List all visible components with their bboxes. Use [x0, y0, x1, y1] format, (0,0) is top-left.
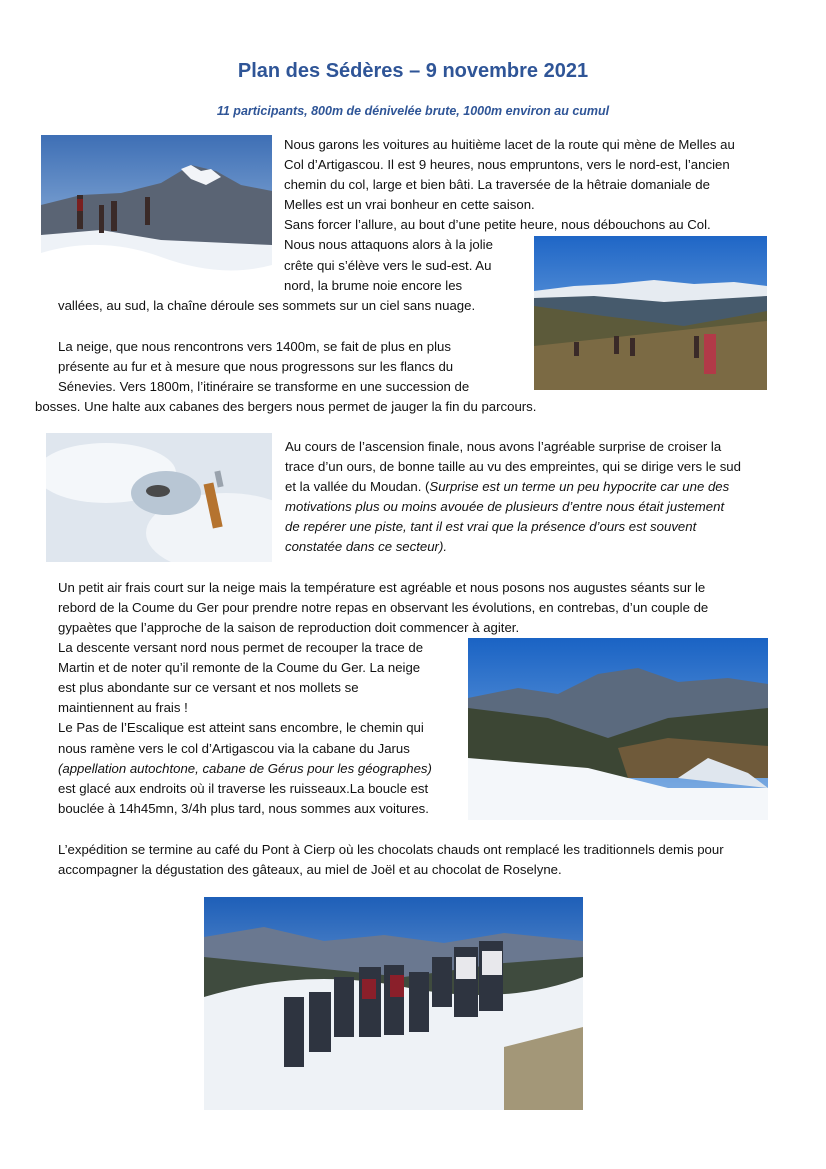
- text-line: La neige, que nous rencontrons vers 1400m, se fait de plus en plus: [58, 339, 451, 354]
- text-line: gypaètes que l’approche de la saison de reproduction doit commencer à agiter.: [58, 620, 520, 635]
- text-line: Sans forcer l’allure, au bout d’une petite heure, nous débouchons au Col.: [284, 217, 711, 232]
- page-subtitle: 11 participants, 800m de dénivelée brute, 1000m environ au cumul: [216, 104, 610, 118]
- text-line: maintiennent au frais !: [58, 700, 188, 715]
- text-line: rebord de la Coume du Ger pour prendre notre repas en observant les évolutions, en contrebas, d’un couple de: [58, 600, 709, 615]
- text-line: vallées, au sud, la chaîne déroule ses sommets sur un ciel sans nuage.: [58, 298, 476, 313]
- text-line: nord, la brume noie encore les: [284, 278, 463, 293]
- text-segment-italic: Surprise est un terme un peu hypocrite car une des: [429, 479, 730, 494]
- text-line: est plus abondante sur ce versant et nos mollets se: [58, 680, 359, 695]
- photo-valley-panorama: [468, 638, 768, 820]
- text-line: accompagner la dégustation des gâteaux, au miel de Joël et au chocolat de Roselyne.: [58, 862, 562, 877]
- text-line: présente au fur et à mesure que nous progressons sur les flancs du: [58, 359, 454, 374]
- photo-hikers-snowy-ridge: [41, 135, 272, 285]
- text-line: trace d’un ours, de bonne taille au vu des empreintes, qui se dirige vers le sud: [285, 459, 741, 474]
- text-line: Sénevies. Vers 1800m, l’itinéraire se transforme en une succession de: [58, 379, 470, 394]
- text-line: Col d’Artigascou. Il est 9 heures, nous empruntons, vers le nord-est, l’ancien: [284, 157, 730, 172]
- text-line: Melles est un vrai bonheur en cette saison.: [284, 197, 535, 212]
- text-line: de repérer une piste, tant il est vrai que la présence d’ours est souvent: [285, 519, 697, 534]
- text-line: chemin du col, large et bien bâti. La traversée de la hêtraie domaniale de: [284, 177, 710, 192]
- text-line: crête qui s’élève vers le sud-est. Au: [284, 258, 492, 273]
- page-title: Plan des Sédères – 9 novembre 2021: [237, 60, 589, 82]
- text-line: (appellation autochtone, cabane de Gérus pour les géographes): [58, 761, 432, 776]
- photo-group-summit: [204, 897, 583, 1110]
- text-line: bosses. Une halte aux cabanes des bergers nous permet de jauger la fin du parcours.: [35, 399, 537, 414]
- text-line: La descente versant nord nous permet de recouper la trace de: [58, 640, 424, 655]
- text-line: Le Pas de l’Escalique est atteint sans encombre, le chemin qui: [58, 720, 424, 735]
- photo-bear-track: [46, 433, 272, 562]
- text-line: motivations plus ou moins avouée de plusieurs d’entre nous était justement: [285, 499, 725, 514]
- text-line: bouclée à 14h45mn, 3/4h plus tard, nous sommes aux voitures.: [58, 801, 429, 816]
- text-line: Nous nous attaquons alors à la jolie: [284, 237, 493, 252]
- text-line: nous ramène vers le col d’Artigascou via la cabane du Jarus: [58, 741, 410, 756]
- text-line: L’expédition se termine au café du Pont à Cierp où les chocolats chauds ont remplacé les traditionnels demis pour: [58, 842, 724, 857]
- text-line: Martin et de noter qu’il remonte de la Coume du Ger. La neige: [58, 660, 421, 675]
- text-line: Nous garons les voitures au huitième lacet de la route qui mène de Melles au: [284, 137, 735, 152]
- photo-hikers-grassy-slope: [534, 236, 767, 390]
- text-line: Un petit air frais court sur la neige mais la température est agréable et nous posons nos augustes séants sur le: [58, 580, 706, 595]
- text-line: Au cours de l’ascension finale, nous avons l’agréable surprise de croiser la: [285, 439, 722, 454]
- text-line: [285, 477, 729, 498]
- text-line: est glacé aux endroits où il traverse les ruisseaux.La boucle est: [58, 781, 429, 796]
- text-segment: et la vallée du Moudan. (: [285, 479, 430, 494]
- text-line: constatée dans ce secteur).: [285, 539, 448, 554]
